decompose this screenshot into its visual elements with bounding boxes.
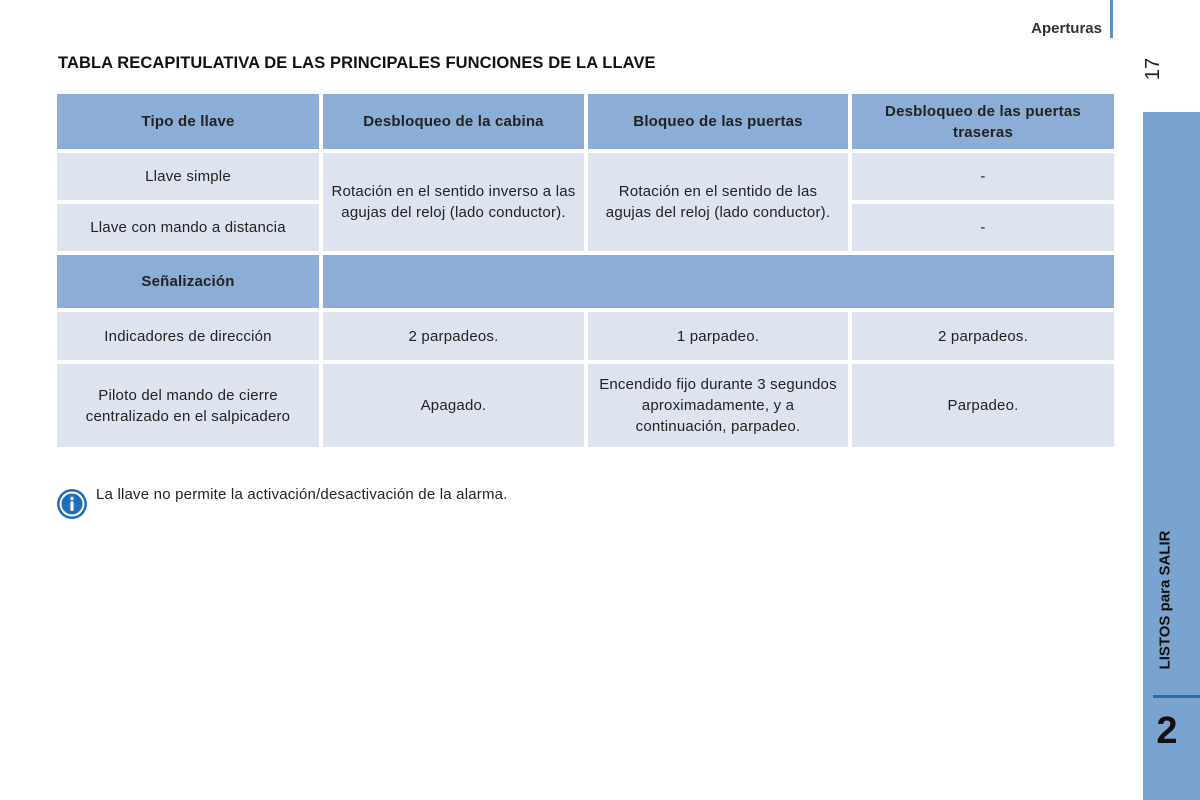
- rear-unlock-simple-cell: -: [852, 153, 1114, 200]
- column-header-cabin-unlock: Desbloqueo de la cabina: [323, 94, 584, 149]
- row-label-remote-key: Llave con mando a distancia: [57, 204, 319, 251]
- table-title: TABLA RECAPITULATIVA DE LAS PRINCIPALES FUNCIONES DE LA LLAVE: [58, 54, 656, 72]
- page-number: 17: [1142, 57, 1164, 81]
- cabin-unlock-cell: Rotación en el sentido inverso a las agujas del reloj (lado conductor).: [323, 153, 584, 251]
- column-header-rear-unlock: Desbloqueo de las puertas traseras: [852, 94, 1114, 149]
- chapter-side-label-wrap: [1145, 500, 1185, 700]
- header-divider: [1110, 0, 1113, 38]
- chapter-side-label: LISTOS para SALIR: [1156, 530, 1174, 670]
- chapter-divider: [1153, 695, 1200, 698]
- info-note: La llave no permite la activación/desactivación de la alarma.: [96, 486, 508, 503]
- chapter-number: 2: [1156, 710, 1178, 752]
- column-header-doors-lock: Bloqueo de las puertas: [588, 94, 848, 149]
- row-label-simple-key: Llave simple: [57, 153, 319, 200]
- turn-indicators-doors-lock: 1 parpadeo.: [588, 312, 848, 360]
- row-label-dashboard-light: Piloto del mando de cierre centralizado en el salpicadero: [57, 364, 319, 447]
- row-label-turn-indicators: Indicadores de dirección: [57, 312, 319, 360]
- info-icon: [56, 488, 88, 520]
- signal-header-filler: [323, 255, 1114, 308]
- turn-indicators-rear-unlock: 2 parpadeos.: [852, 312, 1114, 360]
- signal-header: Señalización: [57, 255, 319, 308]
- dashboard-light-doors-lock: Encendido fijo durante 3 segundos aproximadamente, y a continuación, parpadeo.: [588, 364, 848, 447]
- dashboard-light-cabin-unlock: Apagado.: [323, 364, 584, 447]
- section-title: Aperturas: [1031, 20, 1102, 37]
- turn-indicators-cabin-unlock: 2 parpadeos.: [323, 312, 584, 360]
- column-header-key-type: Tipo de llave: [57, 94, 319, 149]
- dashboard-light-rear-unlock: Parpadeo.: [852, 364, 1114, 447]
- rear-unlock-remote-cell: -: [852, 204, 1114, 251]
- doors-lock-cell: Rotación en el sentido de las agujas del reloj (lado conductor).: [588, 153, 848, 251]
